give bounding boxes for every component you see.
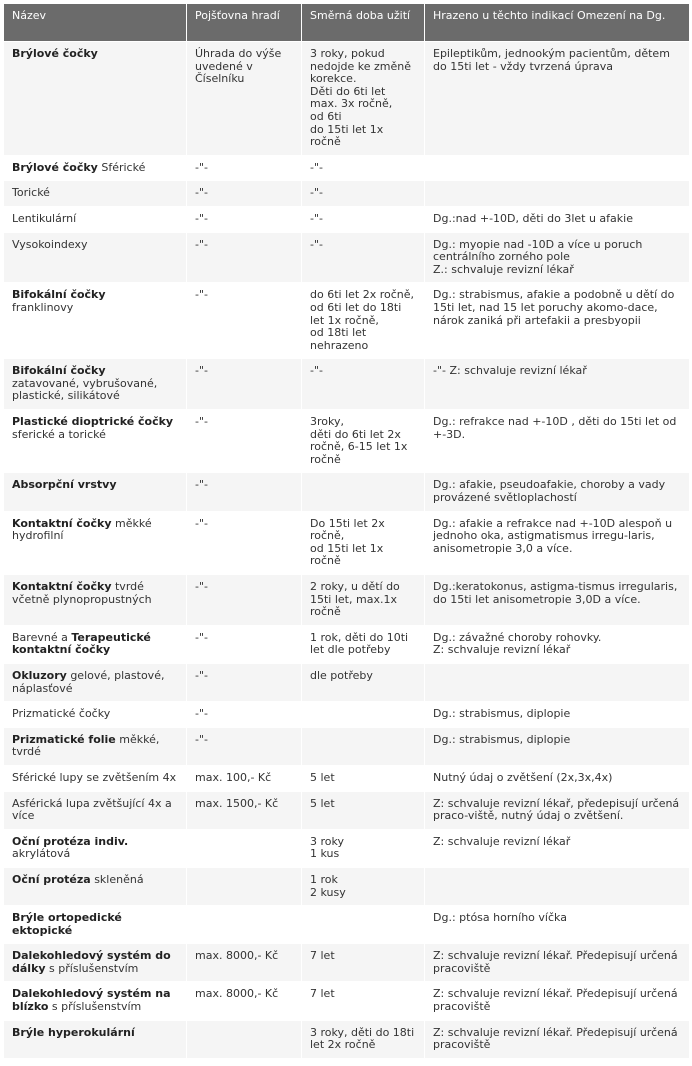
item-name: Plastické dioptrické čočky	[12, 415, 174, 429]
cell-duration: 3 roky 1 kus	[302, 829, 425, 867]
cell-name	[4, 702, 187, 728]
cell-indications: Z: schvaluje revizní lékař. Předepisují určená pracoviště	[425, 982, 690, 1020]
cell-duration	[302, 906, 425, 944]
table-row	[4, 511, 690, 574]
table-row	[4, 982, 690, 1020]
item-name: Kontaktní čočky	[12, 580, 112, 593]
cell-insurance-pays: Úhrada do výše uvedené v Číselníku	[187, 42, 302, 156]
item-name: Brýle ortopedické ektopické	[12, 911, 122, 937]
item-name: Oční protéza	[12, 872, 91, 886]
table-row	[4, 181, 690, 207]
cell-insurance-pays: -"-	[187, 727, 302, 765]
header-indications: Hrazeno u těchto indikací Omezení na Dg.	[425, 4, 690, 42]
table-body	[4, 42, 690, 1059]
table-row	[4, 829, 690, 867]
item-name: Brýle hyperokulární	[12, 1025, 135, 1039]
cell-duration	[302, 727, 425, 765]
cell-indications: Dg.: afakie a refrakce nad +-10D alespoň u jednoho oka, astigmatismus irregu-laris, anisometropie 3,0 a více.	[425, 511, 690, 574]
cell-indications: Dg.:keratokonus, astigma-tismus irregularis, do 15ti let anisometropie 3,0D a více.	[425, 575, 690, 626]
cell-name	[4, 867, 187, 905]
cell-insurance-pays: -"-	[187, 663, 302, 701]
cell-duration: dle potřeby	[302, 663, 425, 701]
table-row	[4, 42, 690, 156]
cell-name	[4, 906, 187, 944]
item-name: Dalekohledový systém na blízko	[12, 987, 171, 1014]
item-description: Vysokoindexy	[12, 237, 88, 251]
item-description: tvrdé včetně plynopropustných	[12, 580, 152, 606]
cell-insurance-pays: -"-	[187, 473, 302, 511]
cell-name	[4, 283, 187, 359]
cell-name	[4, 511, 187, 574]
header-name: Název	[4, 4, 187, 42]
cell-name	[4, 575, 187, 626]
item-name: Brýlové čočky	[12, 47, 98, 60]
cell-name	[4, 829, 187, 867]
cell-name	[4, 410, 187, 473]
cell-insurance-pays: max. 8000,- Kč	[187, 944, 302, 982]
cell-duration: -"-	[302, 181, 425, 207]
item-name: Okluzory	[12, 668, 67, 682]
table-row	[4, 283, 690, 359]
cell-name	[4, 206, 187, 232]
item-description: skleněná	[90, 872, 144, 886]
item-description: Sférické	[97, 160, 146, 174]
cell-duration	[302, 702, 425, 728]
cell-duration: do 6ti let 2x ročně, od 6ti let do 18ti let 1x ročně, od 18ti let nehrazeno	[302, 283, 425, 359]
cell-insurance-pays: max. 8000,- Kč	[187, 982, 302, 1020]
item-description: Torické	[12, 186, 50, 200]
cell-name	[4, 155, 187, 181]
cell-insurance-pays	[187, 906, 302, 944]
cell-indications: Nutný údaj o zvětšení (2x,3x,4x)	[425, 765, 690, 791]
cell-name	[4, 42, 187, 156]
item-name: Absorpční vrstvy	[12, 478, 117, 492]
table-row	[4, 1020, 690, 1058]
header-duration: Směrná doba užití	[302, 4, 425, 42]
cell-insurance-pays: -"-	[187, 232, 302, 283]
cell-insurance-pays: max. 100,- Kč	[187, 765, 302, 791]
item-description: Prizmatické čočky	[12, 707, 111, 721]
cell-indications	[425, 181, 690, 207]
name-prefix: Barevné a	[12, 630, 72, 644]
table-row	[4, 765, 690, 791]
cell-name	[4, 663, 187, 701]
table-row	[4, 359, 690, 410]
item-name: Bifokální čočky	[12, 364, 106, 378]
cell-insurance-pays: -"-	[187, 283, 302, 359]
cell-insurance-pays: -"-	[187, 410, 302, 473]
cell-indications: Z: schvaluje revizní lékař, předepisují určená praco-viště, nutný údaj o zvětšení.	[425, 791, 690, 829]
cell-insurance-pays: -"-	[187, 206, 302, 232]
table-row	[4, 727, 690, 765]
cell-indications: Dg.: afakie, pseudoafakie, choroby a vady provázené světloplachostí	[425, 473, 690, 511]
cell-duration: 7 let	[302, 982, 425, 1020]
table-header-row	[4, 4, 690, 42]
item-name: Terapeutické kontaktní čočky	[12, 630, 151, 657]
table-row	[4, 206, 690, 232]
table-row	[4, 906, 690, 944]
header-insurance-pays: Pojšťovna hradí	[187, 4, 302, 42]
table-row	[4, 625, 690, 663]
cell-indications: Epileptikům, jednookým pacientům, dětem do 15ti let - vždy tvrzená úprava	[425, 42, 690, 156]
cell-indications: Dg.: refrakce nad +-10D , děti do 15ti let od +-3D.	[425, 410, 690, 473]
item-description: měkké hydrofilní	[12, 516, 152, 543]
cell-duration: 5 let	[302, 765, 425, 791]
item-name: Bifokální čočky	[12, 288, 106, 302]
cell-duration: 1 rok 2 kusy	[302, 867, 425, 905]
cell-duration: -"-	[302, 155, 425, 181]
cell-indications	[425, 867, 690, 905]
cell-indications: Z: schvaluje revizní lékař. Předepisují určená pracoviště	[425, 1020, 690, 1058]
reimbursement-table	[3, 3, 690, 1059]
item-description: sferické a torické	[12, 427, 106, 441]
cell-duration: -"-	[302, 206, 425, 232]
cell-indications: -"- Z: schvaluje revizní lékař	[425, 359, 690, 410]
item-description: Sférické lupy se zvětšením 4x	[12, 770, 177, 784]
cell-indications: Dg.: strabismus, diplopie	[425, 702, 690, 728]
table-row	[4, 575, 690, 626]
cell-name	[4, 1020, 187, 1058]
table-row	[4, 473, 690, 511]
cell-insurance-pays: -"-	[187, 625, 302, 663]
cell-indications: Dg.: strabismus, afakie a podobně u dětí do 15ti let, nad 15 let poruchy akomo-dace, nárok zaniká při artefakii a presbyopii	[425, 283, 690, 359]
cell-insurance-pays: -"-	[187, 181, 302, 207]
table-row	[4, 155, 690, 181]
item-description: s příslušenstvím	[48, 1000, 142, 1014]
cell-name	[4, 982, 187, 1020]
item-description: zatavované, vybrušované, plastické, silikátové	[12, 376, 158, 403]
item-name: Brýlové čočky	[12, 160, 98, 174]
cell-name	[4, 181, 187, 207]
cell-indications: Dg.: myopie nad -10D a více u poruch centrálního zorného pole Z.: schvaluje revizní lékař	[425, 232, 690, 283]
cell-name	[4, 727, 187, 765]
cell-duration: 3 roky, pokud nedojde ke změně korekce. Děti do 6ti let max. 3x ročně, od 6ti do 15ti let 1x ročně	[302, 42, 425, 156]
cell-insurance-pays: -"-	[187, 155, 302, 181]
cell-name	[4, 765, 187, 791]
cell-duration: -"-	[302, 359, 425, 410]
item-name: Oční protéza indiv.	[12, 834, 129, 848]
cell-duration	[302, 473, 425, 511]
cell-name	[4, 359, 187, 410]
cell-duration: 2 roky, u dětí do 15ti let, max.1x ročně	[302, 575, 425, 626]
cell-duration: -"-	[302, 232, 425, 283]
cell-duration: Do 15ti let 2x ročně, od 15ti let 1x ročně	[302, 511, 425, 574]
table-row	[4, 867, 690, 905]
item-name: Kontaktní čočky	[12, 516, 112, 530]
cell-name	[4, 232, 187, 283]
cell-duration: 7 let	[302, 944, 425, 982]
table-row	[4, 663, 690, 701]
cell-indications	[425, 663, 690, 701]
item-name: Prizmatické folie	[12, 732, 116, 746]
cell-insurance-pays: -"-	[187, 511, 302, 574]
cell-insurance-pays	[187, 867, 302, 905]
cell-indications: Dg.: strabismus, diplopie	[425, 727, 690, 765]
cell-indications: Z: schvaluje revizní lékař	[425, 829, 690, 867]
cell-insurance-pays	[187, 1020, 302, 1058]
cell-insurance-pays	[187, 829, 302, 867]
table-row	[4, 410, 690, 473]
item-description: s příslušenstvím	[45, 961, 139, 975]
item-description: gelové, plastové, náplasťové	[12, 668, 165, 695]
cell-insurance-pays: max. 1500,- Kč	[187, 791, 302, 829]
cell-insurance-pays: -"-	[187, 702, 302, 728]
cell-duration: 3 roky, děti do 18ti let 2x ročně	[302, 1020, 425, 1058]
cell-name	[4, 625, 187, 663]
cell-duration: 5 let	[302, 791, 425, 829]
item-name: Dalekohledový systém do dálky	[12, 949, 171, 975]
cell-indications: Dg.:nad +-10D, děti do 3let u afakie	[425, 206, 690, 232]
cell-name	[4, 944, 187, 982]
cell-duration: 3roky, děti do 6ti let 2x ročně, 6-15 let 1x ročně	[302, 410, 425, 473]
table-row	[4, 791, 690, 829]
table-row	[4, 702, 690, 728]
cell-insurance-pays: -"-	[187, 359, 302, 410]
table-row	[4, 944, 690, 982]
cell-name	[4, 473, 187, 511]
item-description: Asférická lupa zvětšující 4x a více	[12, 796, 172, 823]
cell-indications: Dg.: závažné choroby rohovky. Z: schvaluje revizní lékař	[425, 625, 690, 663]
cell-duration: 1 rok, děti do 10ti let dle potřeby	[302, 625, 425, 663]
cell-name	[4, 791, 187, 829]
cell-insurance-pays: -"-	[187, 575, 302, 626]
item-description: akrylátová	[12, 847, 71, 861]
item-description: franklinovy	[12, 300, 74, 314]
item-description: měkké, tvrdé	[12, 732, 160, 759]
cell-indications: Z: schvaluje revizní lékař. Předepisují určená pracoviště	[425, 944, 690, 982]
table-row	[4, 232, 690, 283]
item-description: Lentikulární	[12, 211, 77, 225]
cell-indications	[425, 155, 690, 181]
cell-indications: Dg.: ptósa horního víčka	[425, 906, 690, 944]
